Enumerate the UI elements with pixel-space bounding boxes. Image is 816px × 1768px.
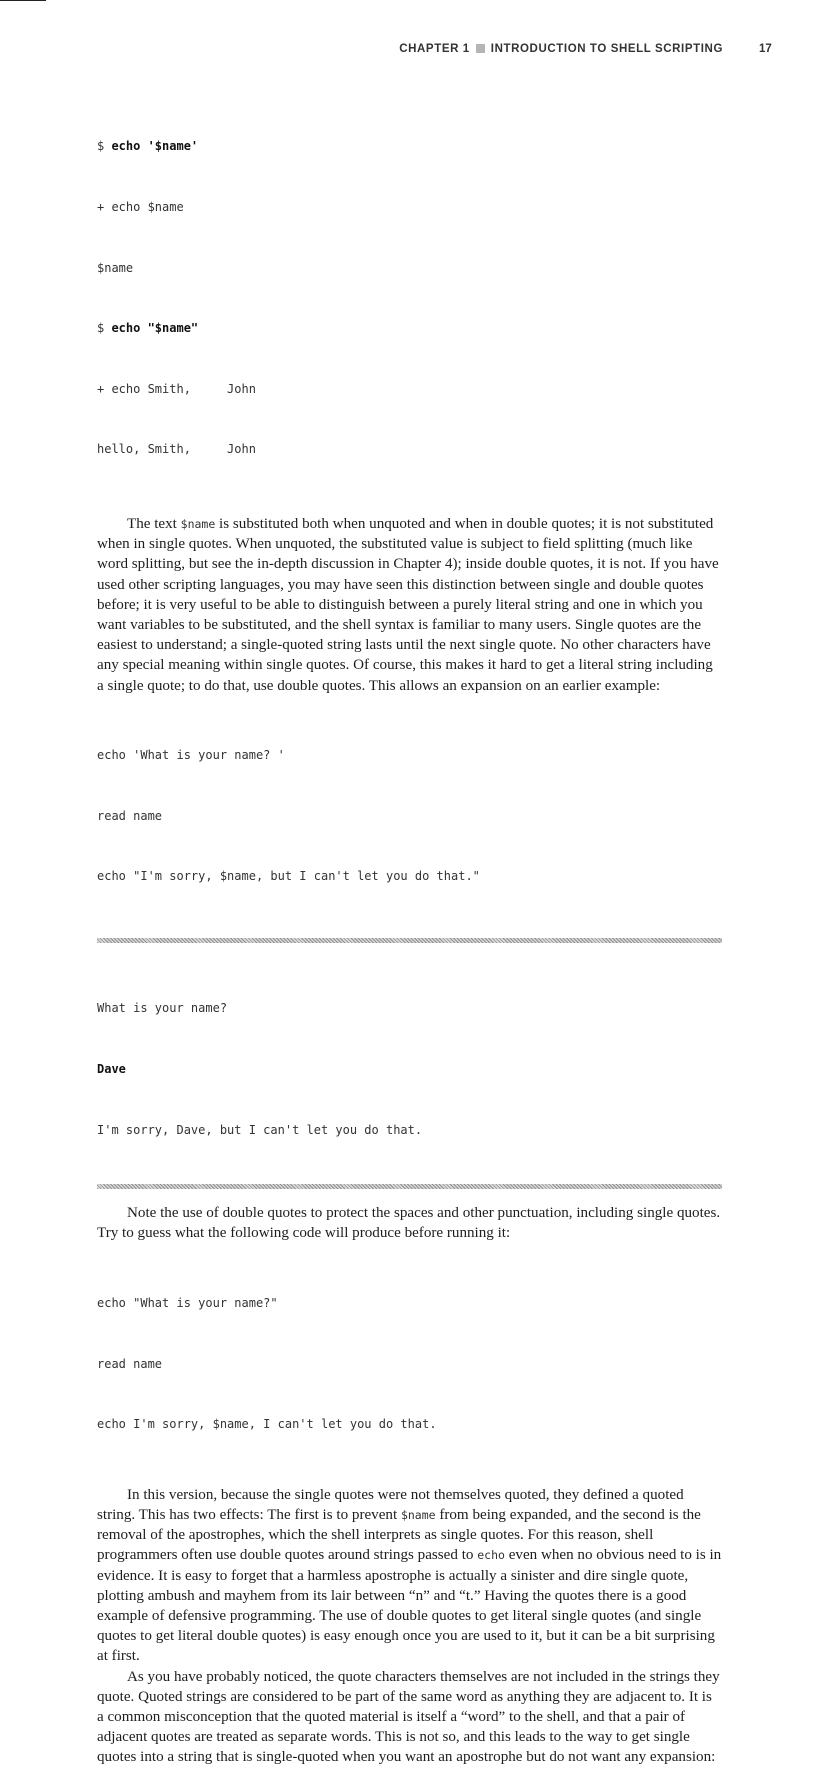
code-block-unquoted-echo (97, 1253, 722, 1475)
output-bottom-rule (97, 1184, 722, 1189)
output-top-rule (97, 938, 722, 943)
user-input: Dave (97, 1061, 126, 1076)
code-line (97, 318, 722, 338)
page-number: 17 (759, 43, 772, 55)
header-separator-icon (476, 44, 485, 53)
body-paragraph (97, 514, 722, 696)
inline-code: $name (180, 516, 216, 531)
text-run: from being expanded, and the second is the removal of the apostrophes, which the shell interprets as single quotes. For this reason, shell programmers often use double quotes around strings passed to (97, 1506, 701, 1564)
text-run: The text (127, 515, 181, 532)
code-line: + echo Smith, John (97, 381, 256, 396)
page-content (97, 96, 722, 1768)
code-line: hello, Smith, John (97, 442, 256, 457)
body-paragraph: As you have probably noticed, the quote characters themselves are not included in the strings they quote. Quoted strings are considered to be part of the same word as anything they are adjacent to. It is a common misconception that the quoted material is itself a “word” to the shell, and that a pair of adjacent quotes are treated as separate words. This is not so, and this leads to the way to get single quotes into a string that is single-quoted when you want an apostrophe but do not want any expansion: (97, 1668, 720, 1766)
shell-prompt: $ (97, 321, 112, 336)
output-line: I'm sorry, Dave, but I can't let you do that. (97, 1122, 423, 1137)
code-line: echo 'What is your name? ' (97, 748, 285, 763)
body-paragraph (97, 1485, 722, 1667)
code-line: $name (97, 260, 134, 275)
corner-rule (0, 0, 46, 1)
body-paragraph: Note the use of double quotes to protect the spaces and other punctuation, including single quotes. Try to guess what the following code will produce before running it: (97, 1205, 721, 1242)
output-block (97, 958, 722, 1180)
chapter-title: INTRODUCTION TO SHELL SCRIPTING (490, 43, 723, 55)
output-line (97, 1059, 722, 1079)
code-line: echo I'm sorry, $name, I can't let you do that. (97, 1417, 437, 1432)
text-run: even when no obvious need to is in evidence. It is easy to forget that a harmless apostrophe is actually a sinister and dire single quote, plotting ambush and mayhem from its lair between “n” and “t.” Having the quotes there is a good example of defensive programming. The use of double quotes to get literal single quotes (and single quotes to get literal double quotes) is easy enough once you are used to it, but it can be a bit surprising at first. (97, 1547, 722, 1665)
code-line: + echo $name (97, 200, 184, 214)
chapter-label: CHAPTER 1 (399, 43, 470, 55)
text-run: In this version, because the single quotes were not themselves quoted, they defined a quoted string. This has two effects: The first is to prevent (97, 1486, 684, 1523)
user-command: echo "$name" (111, 321, 199, 336)
code-line (97, 136, 722, 156)
text-run: is substituted both when unquoted and when in double quotes; it is not substituted when in single quotes. When unquoted, the substituted value is subject to field splitting (much like word splitting, but see the in-depth discussion in Chapter 4); inside double quotes, it is not. If you have used other scripting languages, you may have seen this distinction between single and double quotes before; it is very useful to be able to distinguish between a purely literal string and one in which you want variables to be substituted, and the shell syntax is familiar to many users. Single quotes are the easiest to understand; a single-quoted string lasts until the next single quote. No other characters have any special meaning within single quotes. Of course, this makes it hard to get a literal string including a single quote; to do that, use double quotes. This allows an expansion on an earlier example: (97, 515, 719, 694)
inline-code: $name (400, 1507, 436, 1522)
code-block-echo-quotes (97, 96, 722, 500)
running-header (0, 43, 723, 55)
output-line: What is your name? (97, 1001, 228, 1016)
inline-code: echo (477, 1548, 505, 1563)
code-block-read-name (97, 705, 722, 927)
shell-prompt: $ (97, 139, 112, 154)
code-line: read name (97, 1356, 163, 1371)
user-command: echo '$name' (111, 139, 199, 154)
code-line: echo "What is your name?" (97, 1295, 278, 1310)
code-line: read name (97, 808, 163, 823)
code-line: echo "I'm sorry, $name, but I can't let you do that." (97, 869, 480, 884)
